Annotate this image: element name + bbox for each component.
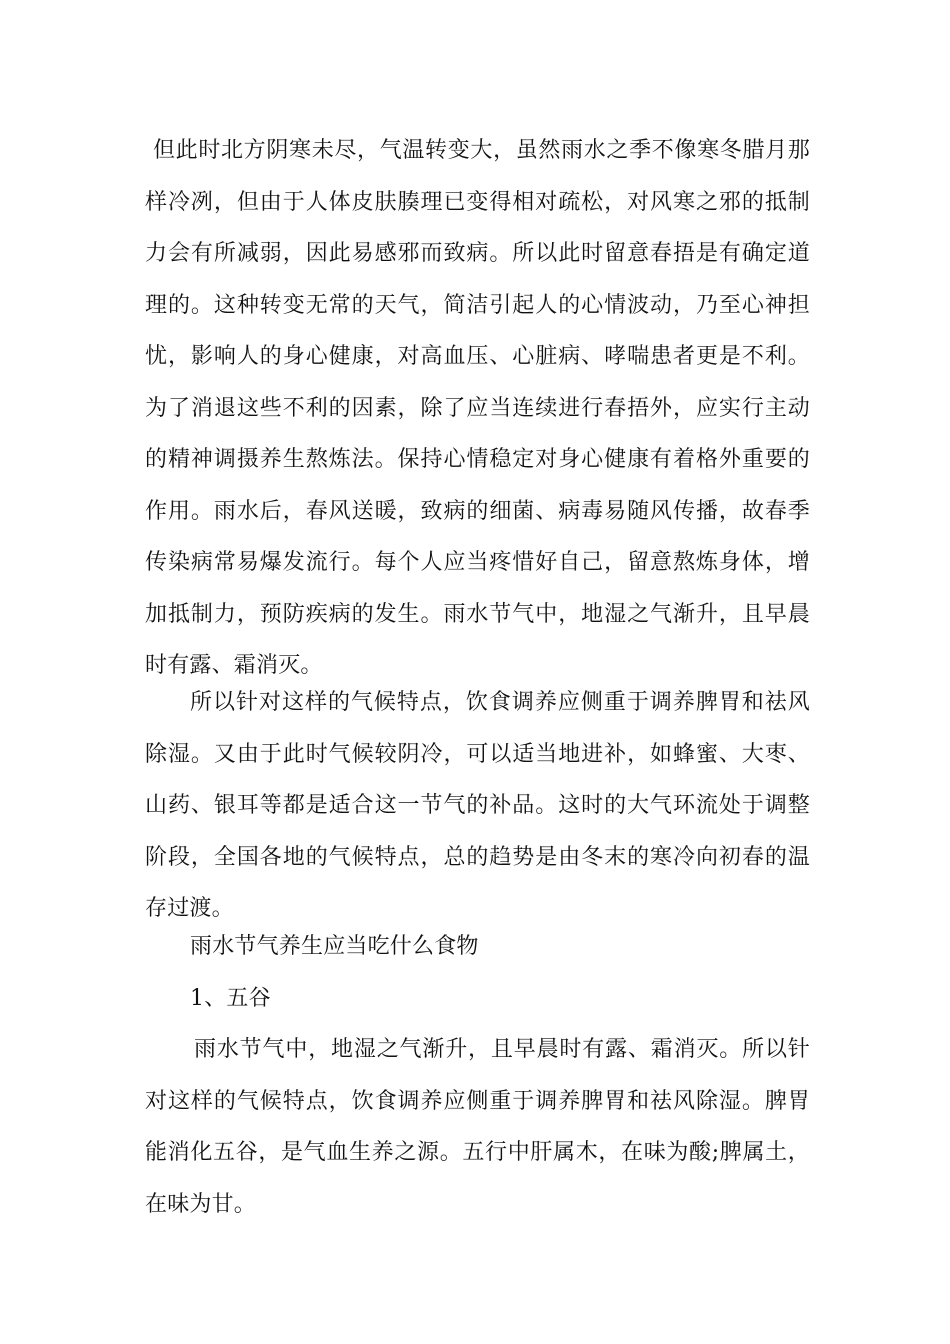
paragraph-2: 所以针对这样的气候特点，饮食调养应侧重于调养脾胃和祛风除湿。又由于此时气候较阴冷，可以适当地进补，如蜂蜜、大枣、山药、银耳等都是适合这一节气的补品。这时的大气环流处于调整阶段，全国各地的气候特点，总的趋势是由冬末的寒冷向初春的温存过渡。 bbox=[145, 690, 810, 921]
paragraph-3: 雨水节气中，地湿之气渐升，且早晨时有露、霜消灭。所以针对这样的气候特点，饮食调养应侧重于调养脾胃和祛风除湿。脾胃能消化五谷，是气血生养之源。五行中肝属木，在味为酸;脾属土，在味为甘。 bbox=[145, 1037, 810, 1217]
section-heading: 雨水节气养生应当吃什么食物 bbox=[190, 934, 479, 959]
paragraph-1: 但此时北方阴寒未尽，气温转变大，虽然雨水之季不像寒冬腊月那样冷冽，但由于人体皮肤腠理已变得相对疏松，对风寒之邪的抵制力会有所减弱，因此易感邪而致病。所以此时留意春捂是有确定道理的。这种转变无常的天气，简洁引起人的心情波动，乃至心神担忧，影响人的身心健康，对高血压、心脏病、哮喘患者更是不利。为了消退这些不利的因素，除了应当连续进行春捂外，应实行主动的精神调摄养生熬炼法。保持心情稳定对身心健康有着格外重要的作用。雨水后，春风送暖，致病的细菌、病毒易随风传播，故春季传染病常易爆发流行。每个人应当疼惜好自己，留意熬炼身体，增加抵制力，预防疾病的发生。雨水节气中，地湿之气渐升，且早晨时有露、霜消灭。 bbox=[145, 138, 810, 678]
subsection-heading: 1、五谷 bbox=[190, 986, 271, 1011]
